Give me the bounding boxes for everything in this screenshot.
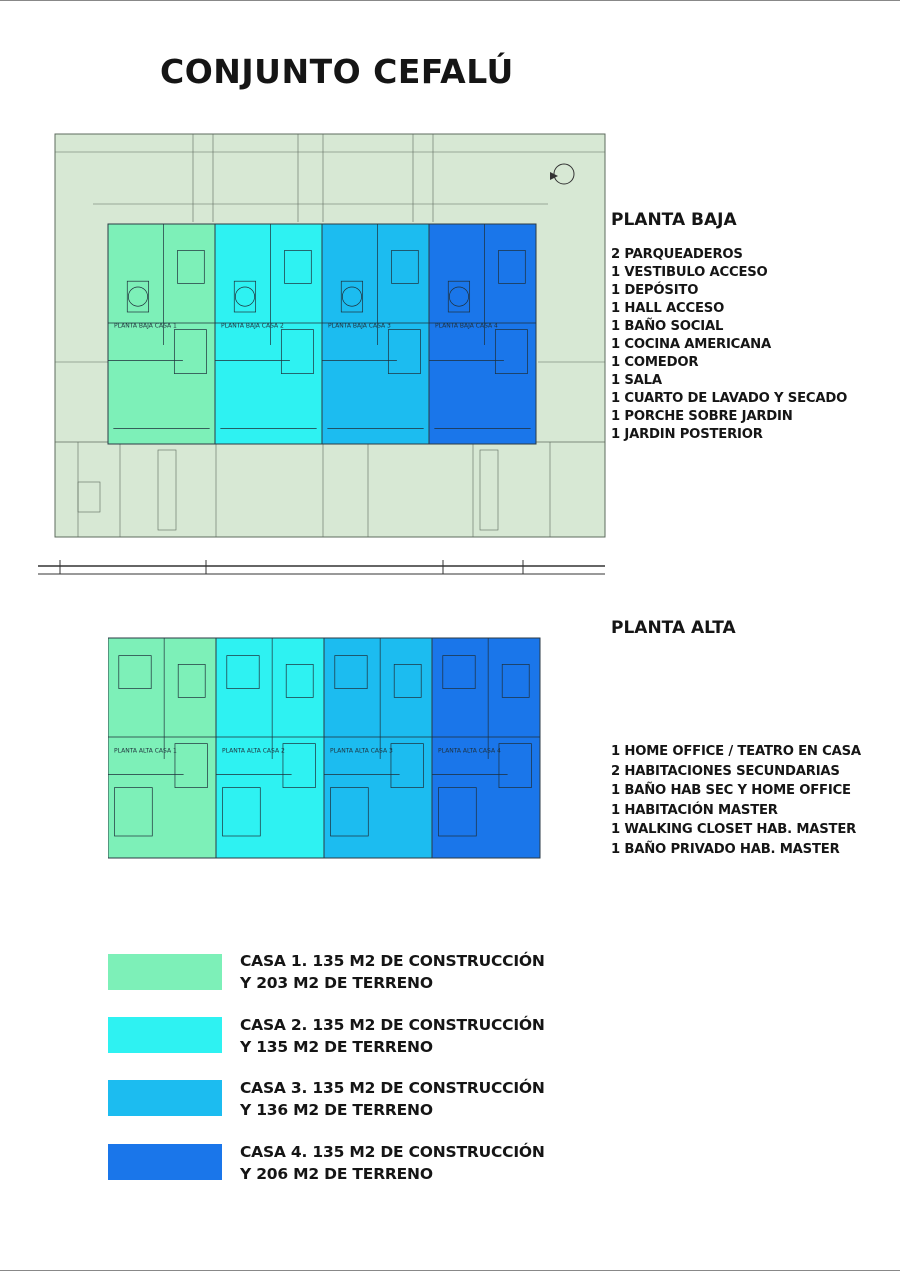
planta-baja-heading: PLANTA BAJA	[611, 210, 737, 230]
list-item: 1 BAÑO PRIVADO HAB. MASTER	[611, 841, 840, 857]
unit-label: PLANTA BAJA CASA 3	[328, 322, 391, 330]
legend-line: Y 135 M2 DE TERRENO	[240, 1038, 433, 1056]
planta-alta-heading: PLANTA ALTA	[611, 618, 736, 638]
top-border	[0, 0, 900, 1]
legend-swatch-casa-3	[108, 1080, 222, 1116]
legend-line: Y 206 M2 DE TERRENO	[240, 1165, 433, 1183]
planta-baja-list	[611, 246, 847, 444]
unit-casa-4	[432, 638, 540, 858]
legend-line: CASA 1. 135 M2 DE CONSTRUCCIÓN	[240, 952, 545, 970]
legend-swatch-casa-2	[108, 1017, 222, 1053]
upper-floor-units	[108, 638, 540, 858]
bottom-border	[0, 1270, 900, 1271]
legend-line: CASA 2. 135 M2 DE CONSTRUCCIÓN	[240, 1016, 545, 1034]
legend-text-casa-4	[240, 1141, 545, 1185]
list-item: 1 COMEDOR	[611, 355, 699, 370]
page-title: CONJUNTO CEFALÚ	[160, 52, 514, 91]
list-item: 1 HOME OFFICE / TEATRO EN CASA	[611, 744, 861, 759]
legend-swatch-casa-1	[108, 954, 222, 990]
list-item: 1 SALA	[611, 373, 662, 388]
list-item: 1 VESTIBULO ACCESO	[611, 265, 768, 280]
legend-line: Y 203 M2 DE TERRENO	[240, 974, 433, 992]
legend-text-casa-2	[240, 1014, 545, 1058]
planta-alta-list	[611, 742, 861, 859]
unit-label: PLANTA ALTA CASA 2	[222, 747, 285, 755]
unit-fill	[322, 224, 429, 444]
unit-casa-1	[108, 224, 215, 444]
unit-fill	[215, 224, 322, 444]
list-item: 1 HABITACIÓN MASTER	[611, 802, 778, 818]
list-item: 1 HALL ACCESO	[611, 301, 725, 316]
unit-casa-3	[324, 638, 432, 858]
legend-line: CASA 4. 135 M2 DE CONSTRUCCIÓN	[240, 1143, 545, 1161]
unit-label: PLANTA BAJA CASA 2	[221, 322, 284, 330]
unit-fill	[108, 224, 215, 444]
list-item: 1 WALKING CLOSET HAB. MASTER	[611, 822, 857, 837]
unit-label: PLANTA ALTA CASA 3	[330, 747, 393, 755]
legend-line: CASA 3. 135 M2 DE CONSTRUCCIÓN	[240, 1079, 545, 1097]
unit-label: PLANTA BAJA CASA 1	[114, 322, 177, 330]
list-item: 1 PORCHE SOBRE JARDIN	[611, 409, 793, 424]
unit-fill	[429, 224, 536, 444]
list-item: 1 BAÑO HAB SEC Y HOME OFFICE	[611, 783, 851, 798]
unit-label: PLANTA ALTA CASA 4	[438, 747, 501, 755]
scale-bar	[38, 560, 605, 574]
unit-casa-4	[429, 224, 536, 444]
ground-floor-plan	[38, 132, 610, 580]
legend-line: Y 136 M2 DE TERRENO	[240, 1101, 433, 1119]
list-item: 2 PARQUEADEROS	[611, 247, 743, 262]
unit-label: PLANTA ALTA CASA 1	[114, 747, 177, 755]
list-item: 1 BAÑO SOCIAL	[611, 319, 724, 334]
unit-casa-3	[322, 224, 429, 444]
unit-casa-2	[215, 224, 322, 444]
list-item: 1 COCINA AMERICANA	[611, 337, 772, 352]
legend-swatch-casa-4	[108, 1144, 222, 1180]
unit-casa-1	[108, 638, 216, 858]
list-item: 1 CUARTO DE LAVADO Y SECADO	[611, 391, 848, 406]
ground-floor-units	[108, 224, 536, 444]
list-item: 1 DEPÓSITO	[611, 283, 699, 298]
unit-casa-2	[216, 638, 324, 858]
list-item: 2 HABITACIONES SECUNDARIAS	[611, 763, 840, 779]
upper-floor-plan	[108, 636, 542, 860]
legend-text-casa-3	[240, 1077, 545, 1121]
unit-label: PLANTA BAJA CASA 4	[435, 322, 498, 330]
list-item: 1 JARDIN POSTERIOR	[611, 427, 763, 442]
legend-text-casa-1	[240, 950, 545, 994]
